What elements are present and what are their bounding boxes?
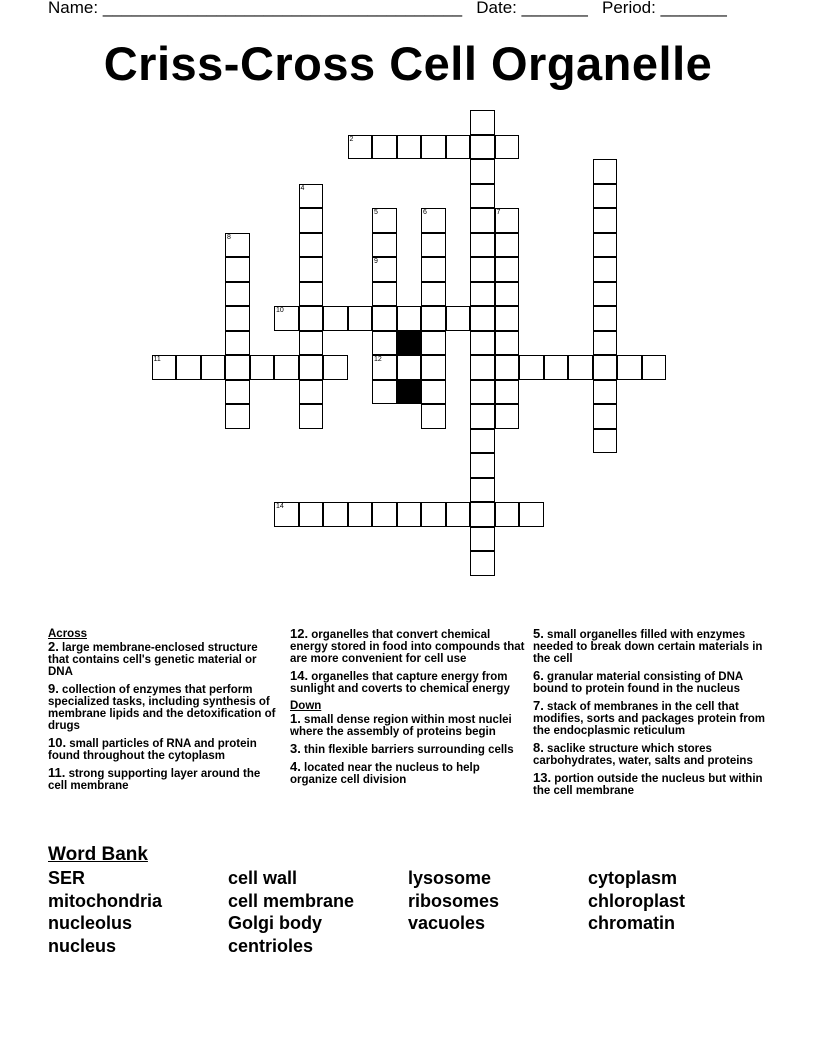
clue-down-8: 8. saclike structure which stores carbohydrates, water, salts and proteins [533, 740, 753, 767]
clue-down-7: 7. stack of membranes in the cell that modifies, sorts and packages protein from the endocplasmic reticulum [533, 698, 765, 737]
clue-number: 8 [227, 233, 231, 241]
crossword-cell[interactable] [446, 502, 471, 527]
crossword-cell[interactable] [593, 331, 618, 356]
clue-number: 10 [276, 307, 284, 314]
crossword-cell[interactable] [372, 135, 397, 160]
clue-across-14: 14. organelles that capture energy from sunlight and coverts to chemical energy [290, 668, 510, 695]
crossword-cell[interactable] [323, 502, 348, 527]
crossword-cell[interactable] [372, 233, 397, 258]
crossword-cell[interactable] [495, 257, 520, 282]
crossword-cell[interactable] [495, 404, 520, 429]
crossword-cell[interactable] [421, 380, 446, 405]
crossword-cell[interactable] [299, 404, 324, 429]
clue-down-1: 1. small dense region within most nuclei where the assembly of proteins begin [290, 711, 512, 738]
crossword-cell[interactable] [323, 355, 348, 380]
period-label: Period: [602, 0, 656, 17]
crossword-cell[interactable] [372, 355, 397, 380]
crossword-cell[interactable] [201, 355, 226, 380]
crossword-cell[interactable] [250, 355, 275, 380]
crossword-cell[interactable] [470, 282, 495, 307]
clues-column-2 [290, 628, 528, 791]
crossword-cell[interactable] [470, 331, 495, 356]
crossword-cell[interactable] [299, 331, 324, 356]
word-bank-item: lysosome [408, 868, 492, 888]
crossword-cell[interactable] [446, 135, 471, 160]
crossword-cell[interactable] [470, 159, 495, 184]
crossword-cell[interactable] [495, 502, 520, 527]
clue-number: 11 [153, 356, 161, 363]
clue-number: 5 [374, 209, 378, 216]
word-bank-item: mitochondria [48, 890, 163, 911]
crossword-cell[interactable] [225, 404, 250, 429]
crossword-cell[interactable] [593, 306, 618, 331]
crossword-cell[interactable] [372, 331, 397, 356]
crossword-cell[interactable] [470, 208, 495, 233]
crossword-cell[interactable] [470, 233, 495, 258]
word-bank-item: chloroplast [588, 890, 686, 911]
crossword-cell[interactable] [299, 208, 324, 233]
crossword-cell[interactable] [397, 502, 422, 527]
clue-down-6: 6. granular material consisting of DNA bound to protein found in the nucleus [533, 668, 743, 695]
clue-number: 12 [374, 356, 382, 363]
crossword-cell[interactable] [397, 306, 422, 331]
crossword-cell[interactable] [593, 355, 618, 380]
crossword-cell[interactable] [593, 233, 618, 258]
crossword-cell[interactable] [470, 184, 495, 209]
crossword-cell[interactable] [446, 306, 471, 331]
word-bank-item: centrioles [228, 936, 314, 957]
crossword-cell[interactable] [299, 282, 324, 307]
clue-across-9: 9. collection of enzymes that perform specialized tasks, including synthesis of membrane lipids and the detoxification of drugs [48, 681, 276, 732]
clue-down-5: 5. small organelles filled with enzymes needed to break down certain materials in the cell [533, 626, 763, 665]
clue-across-11: 11. strong supporting layer around the cell membrane [48, 765, 261, 792]
crossword-cell[interactable] [544, 355, 569, 380]
crossword-cell[interactable] [225, 233, 250, 258]
crossword-cell[interactable] [568, 355, 593, 380]
crossword-cell[interactable] [421, 306, 446, 331]
word-bank-item: nucleus [48, 936, 117, 957]
crossword-cell[interactable] [421, 404, 446, 429]
word-bank-item: cell wall [228, 868, 298, 888]
crossword-cell[interactable] [593, 380, 618, 405]
word-bank-column-3 [408, 867, 499, 935]
crossword-cell[interactable] [495, 233, 520, 258]
crossword-cell[interactable] [225, 282, 250, 307]
crossword-cell[interactable] [470, 429, 495, 454]
crossword-cell[interactable] [470, 110, 495, 135]
crossword-cell[interactable] [470, 355, 495, 380]
crossword-cell[interactable] [593, 404, 618, 429]
crossword-cell[interactable] [495, 282, 520, 307]
crossword-cell[interactable] [274, 502, 299, 527]
crossword-cell[interactable] [225, 331, 250, 356]
crossword-cell[interactable] [323, 306, 348, 331]
crossword-cell[interactable] [593, 184, 618, 209]
crossword-cell[interactable] [495, 355, 520, 380]
crossword-cell[interactable] [372, 208, 397, 233]
word-bank-item: nucleolus [48, 913, 133, 934]
crossword-cell[interactable] [176, 355, 201, 380]
crossword-cell[interactable] [397, 355, 422, 380]
clue-number: 7 [496, 209, 501, 216]
word-bank-item: vacuoles [408, 913, 486, 934]
word-bank-title: Word Bank [48, 844, 148, 865]
crossword-cell[interactable] [593, 159, 618, 184]
clue-across-12: 12. organelles that convert chemical energy stored in food into compounds that are more convenient for cell use [290, 626, 525, 665]
crossword-cell[interactable] [348, 306, 373, 331]
crossword-cell[interactable] [421, 355, 446, 380]
crossword-cell[interactable] [421, 282, 446, 307]
crossword-cell[interactable] [421, 208, 446, 233]
crossword-cell[interactable] [299, 380, 324, 405]
word-bank-item: cell membrane [228, 890, 355, 911]
crossword-cell[interactable] [495, 135, 520, 160]
crossword-cell[interactable] [274, 306, 299, 331]
crossword-cell[interactable] [593, 208, 618, 233]
crossword-cell[interactable] [495, 208, 520, 233]
crossword-cell[interactable] [348, 502, 373, 527]
crossword-cell[interactable] [470, 502, 495, 527]
crossword-cell[interactable] [225, 355, 250, 380]
crossword-cell[interactable] [274, 355, 299, 380]
crossword-cell[interactable] [470, 404, 495, 429]
crossword-cell[interactable] [470, 478, 495, 503]
blocked-cell [397, 331, 422, 356]
crossword-cell[interactable] [470, 257, 495, 282]
crossword-cell[interactable] [421, 135, 446, 160]
clue-number: 4 [300, 184, 305, 192]
crossword-cell[interactable] [617, 355, 642, 380]
crossword-cell[interactable] [299, 306, 324, 331]
crossword-cell[interactable] [299, 502, 324, 527]
clues-column-1 [48, 628, 280, 797]
crossword-cell[interactable] [225, 257, 250, 282]
crossword-cell[interactable] [470, 527, 495, 552]
crossword-cell[interactable] [299, 233, 324, 258]
down-heading: Down [290, 700, 322, 712]
period-blank[interactable]: _______ [660, 0, 727, 17]
crossword-cell[interactable] [519, 502, 544, 527]
crossword-cell[interactable] [495, 306, 520, 331]
crossword-cell[interactable] [421, 257, 446, 282]
word-bank-column-1 [48, 867, 162, 958]
word-bank-item: cytoplasm [588, 868, 678, 888]
crossword-cell[interactable] [495, 380, 520, 405]
crossword-cell[interactable] [593, 282, 618, 307]
word-bank-column-2 [228, 867, 354, 958]
page-title: Criss-Cross Cell Organelle [103, 37, 713, 90]
clue-across-2: 2. large membrane-enclosed structure that contains cell's genetic material or DNA [48, 639, 258, 678]
crossword-cell[interactable] [470, 306, 495, 331]
crossword-cell[interactable] [397, 135, 422, 160]
crossword-cell[interactable] [372, 306, 397, 331]
clue-number: 14 [276, 503, 284, 510]
clue-number: 6 [423, 209, 427, 216]
word-bank-item: SER [48, 868, 86, 888]
across-heading: Across [48, 628, 87, 640]
name-blank[interactable]: ______________________________________ [102, 0, 463, 17]
crossword-cell[interactable] [470, 551, 495, 576]
crossword-cell[interactable] [372, 257, 397, 282]
crossword-cell[interactable] [642, 355, 667, 380]
crossword-cell[interactable] [299, 184, 324, 209]
crossword-cell[interactable] [299, 355, 324, 380]
date-blank[interactable]: _______ [521, 0, 588, 17]
crossword-cell[interactable] [519, 355, 544, 380]
crossword-cell[interactable] [495, 331, 520, 356]
crossword-cell[interactable] [225, 380, 250, 405]
clue-across-10: 10. small particles of RNA and protein found throughout the cytoplasm [48, 735, 257, 762]
clue-number: 9 [374, 258, 378, 265]
crossword-cell[interactable] [470, 135, 495, 160]
clues-column-3 [533, 628, 769, 802]
crossword-cell[interactable] [421, 502, 446, 527]
crossword-cell[interactable] [372, 380, 397, 405]
crossword-cell[interactable] [593, 429, 618, 454]
crossword-cell[interactable] [372, 502, 397, 527]
word-bank-item: chromatin [588, 913, 676, 934]
clue-down-4: 4. located near the nucleus to help organize cell division [290, 759, 480, 786]
word-bank-column-4 [588, 867, 685, 935]
crossword-cell[interactable] [299, 257, 324, 282]
crossword-cell[interactable] [372, 282, 397, 307]
crossword-cell[interactable] [152, 355, 177, 380]
clue-down-13: 13. portion outside the nucleus but within the cell membrane [533, 770, 763, 797]
crossword-cell[interactable] [593, 257, 618, 282]
clue-down-3: 3. thin flexible barriers surrounding cells [290, 741, 514, 756]
blocked-cell [397, 380, 422, 405]
word-bank-item: ribosomes [408, 890, 500, 911]
crossword-cell[interactable] [470, 380, 495, 405]
crossword-cell[interactable] [421, 331, 446, 356]
crossword-cell[interactable] [421, 233, 446, 258]
date-label: Date: [476, 0, 517, 17]
clue-number: 2 [349, 135, 354, 143]
crossword-cell[interactable] [470, 453, 495, 478]
crossword-cell[interactable] [225, 306, 250, 331]
name-label: Name: [48, 0, 99, 17]
crossword-cell[interactable] [348, 135, 373, 160]
word-bank-item: Golgi body [228, 913, 322, 934]
